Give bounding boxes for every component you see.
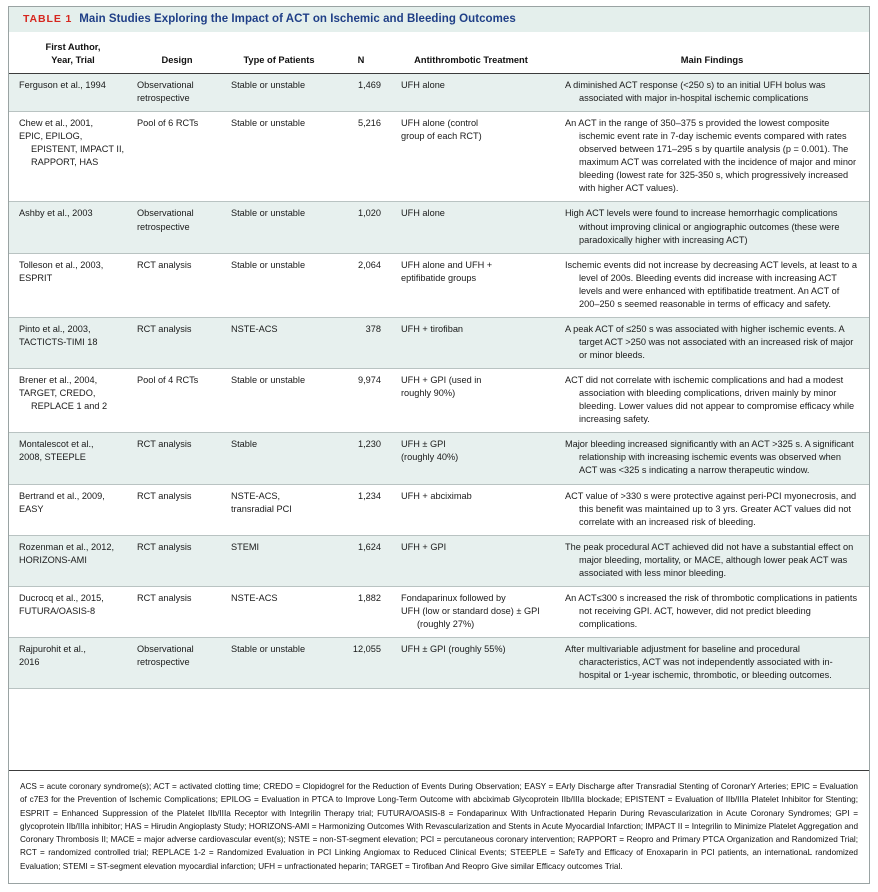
cell-treatment-primary: UFH alone and UFH +	[401, 259, 493, 270]
cell-author-secondary: EASY	[19, 503, 44, 514]
cell-author-secondary: 2016	[19, 657, 40, 668]
cell-treatment-primary: UFH alone	[401, 79, 445, 90]
cell-treatment	[387, 374, 555, 426]
cell-author	[9, 592, 131, 631]
cell-findings	[555, 79, 869, 105]
cell-patients-primary: NSTE-ACS,	[231, 490, 281, 501]
table-row	[9, 254, 869, 318]
cell-treatment-secondary: group of each RCT)	[401, 131, 482, 142]
cell-treatment-primary: UFH + abciximab	[401, 490, 472, 501]
cell-author	[9, 117, 131, 195]
cell-author	[9, 374, 131, 426]
column-header-patients-label: Type of Patients	[243, 55, 315, 66]
cell-findings-text: An ACT in the range of 350–375 s provided the lowest composite ischemic event rate in 7-day ischemic events compared with rates observed between 171–295 s by quartile analysis (p = 0.001). The maximum ACT was correlated with the incidence of major and minor bleeding (lowest rate for 325-350 s, which progressively increased with higher ACT values).	[565, 118, 857, 194]
cell-findings	[555, 592, 869, 631]
cell-n	[335, 541, 387, 580]
cell-design	[131, 117, 223, 195]
cell-design-primary: RCT analysis	[137, 323, 192, 334]
cell-design-primary: RCT analysis	[137, 439, 192, 450]
table-row	[9, 638, 869, 689]
cell-design-secondary: retrospective	[137, 221, 190, 232]
cell-patients	[223, 490, 335, 529]
cell-treatment	[387, 259, 555, 311]
cell-findings-text: High ACT levels were found to increase hemorrhagic complications without improving clinical or angiographic outcomes (these were paradoxically higher with increasing ACT)	[565, 208, 840, 245]
cell-findings-text: Ischemic events did not increase by decreasing ACT levels, at least to a level of 200s. Bleeding events did increase with increasing ACT levels and were enhanced with eptifibatide treatment. An ACT of 200–250 s seemed reasonable in terms of efficacy and safety.	[565, 259, 857, 309]
table-title-band	[9, 7, 869, 33]
cell-n-primary: 1,234	[358, 490, 381, 501]
cell-n	[335, 643, 387, 682]
table-row	[9, 318, 869, 369]
table-footnote: ACS = acute coronary syndrome(s); ACT = activated clotting time; CREDO = Clopidogrel for the Reduction of Events During Observation; EASY = EArly Discharge after Transradial Stenting of CoronarY Arteries; EPIC = Evaluation of c7E3 for the Prevention of Ischemic Complications; EPILOG = Evaluation in PTCA to Improve Long-Term Outcome with abciximab Glycoprotein IIb/IIIa blockade; EPISTENT = Evaluation of IIb/IIIa Platelet Inhibitor for Stenting; ESPRIT = Enhanced Suppression of the Platelet IIb/IIIa Receptor with Integrilin Therapy trial; FUTURA/OASIS-8 = Fondaparinux With Unfractionated Heparin During Revascularization in Acute Coronary Syndromes; GPI = glycoprotein IIb/IIIa inhibitor; HAS = Hirudin Angioplasty Study; HORIZONS-AMI = Harmonizing Outcomes With Revascularization and Stents in Acute Myocardial Infarction; IMPACT II = Integrilin to Minimize Platelet Aggregation and Coronary Thrombosis II; MACE = major adverse cardiovascular event(s); NSTE = non-ST-segment elevation; PCI = percutaneous coronary intervention; RAPPORT = Reopro and Primary PTCA Organization and Randomized Trial; RCT = randomized controlled trial; REPLACE 1-2 = Randomized Evaluation in PCI Linking Angiomax to Reduced Clinical Events; STEEPLE = SafeTy and Efficacy of Enoxaparin in PCI patients, an internationaL randomized Evaluation; STEMI = ST-segment elevation myocardial infarction; UFH = unfractionated heparin; TARGET = Tirofiban And Reopro Give similar Efficacy outcomes Trial.	[9, 770, 869, 883]
cell-patients	[223, 374, 335, 426]
cell-n-primary: 5,216	[358, 118, 381, 129]
cell-n	[335, 207, 387, 246]
column-header-n	[335, 41, 387, 68]
cell-findings-text: An ACT≤300 s increased the risk of thrombotic complications in patients not receiving GPI. ACT, however, did not predict bleeding complications.	[565, 592, 858, 629]
cell-author-secondary: HORIZONS-AMI	[19, 554, 87, 565]
column-header-author-line2: Year, Trial	[51, 55, 95, 66]
cell-treatment	[387, 541, 555, 580]
cell-design	[131, 207, 223, 246]
cell-findings-text: The peak procedural ACT achieved did not have a substantial effect on major bleeding, mortality, or MACE, although lower peak ACT was associated with less minor bleeding.	[565, 541, 854, 578]
column-header-design-label: Design	[161, 55, 193, 66]
cell-treatment-primary: UFH ± GPI (roughly 55%)	[401, 644, 506, 655]
cell-patients	[223, 323, 335, 362]
cell-patients-primary: Stable or unstable	[231, 375, 306, 386]
cell-author-secondary: TARGET, CREDO, REPLACE 1 and 2	[19, 388, 108, 412]
cell-treatment	[387, 323, 555, 362]
cell-patients	[223, 643, 335, 682]
cell-design-primary: RCT analysis	[137, 490, 192, 501]
cell-treatment-secondary: eptifibatide groups	[401, 272, 477, 283]
table-body	[9, 74, 869, 770]
cell-findings-text: ACT value of >330 s were protective against peri-PCI myonecrosis, and this benefit was maintained up to 3 yrs. Greater ACT values did not correlate with an increased risk of bleeding.	[565, 490, 857, 527]
cell-author-primary: Bertrand et al., 2009,	[19, 490, 105, 501]
cell-treatment	[387, 79, 555, 105]
cell-author-primary: Rozenman et al., 2012,	[19, 541, 114, 552]
cell-n-primary: 378	[365, 323, 381, 334]
cell-n	[335, 490, 387, 529]
cell-design-primary: Observational	[137, 208, 194, 219]
cell-patients-primary: NSTE-ACS	[231, 323, 278, 334]
cell-findings	[555, 259, 869, 311]
cell-patients-primary: Stable or unstable	[231, 644, 306, 655]
cell-n	[335, 438, 387, 477]
table-row	[9, 202, 869, 253]
cell-patients	[223, 438, 335, 477]
cell-n	[335, 592, 387, 631]
cell-n	[335, 323, 387, 362]
column-header-patients	[223, 41, 335, 68]
table-frame	[8, 6, 870, 884]
cell-design-primary: Pool of 6 RCTs	[137, 118, 199, 129]
cell-design	[131, 323, 223, 362]
cell-patients	[223, 592, 335, 631]
cell-patients	[223, 117, 335, 195]
cell-n-primary: 9,974	[358, 375, 381, 386]
cell-author-primary: Ashby et al., 2003	[19, 208, 93, 219]
cell-findings-text: Major bleeding increased significantly with an ACT >325 s. A significant relationship with increasing ischemic events was observed when ACT was <325 s indicating a narrow therapeutic window.	[565, 439, 854, 476]
column-header-findings-label: Main Findings	[680, 55, 744, 66]
cell-author-primary: Ducrocq et al., 2015,	[19, 592, 104, 603]
cell-findings	[555, 323, 869, 362]
cell-patients-primary: Stable	[231, 439, 258, 450]
cell-treatment-primary: UFH + GPI	[401, 541, 447, 552]
cell-treatment-primary: UFH + GPI (used in	[401, 375, 482, 386]
cell-patients-primary: NSTE-ACS	[231, 592, 278, 603]
cell-design	[131, 374, 223, 426]
cell-findings	[555, 541, 869, 580]
column-header-treatment-label: Antithrombotic Treatment	[414, 55, 528, 66]
cell-author-secondary: ESPRIT	[19, 272, 53, 283]
cell-design	[131, 643, 223, 682]
cell-n-primary: 1,469	[358, 79, 381, 90]
cell-n	[335, 117, 387, 195]
cell-treatment	[387, 490, 555, 529]
cell-author-secondary: TACTICTS-TIMI 18	[19, 336, 98, 347]
cell-author-primary: Tolleson et al., 2003,	[19, 259, 104, 270]
cell-treatment-secondary: roughly 90%)	[401, 388, 456, 399]
table-row	[9, 433, 869, 484]
cell-findings-text: A peak ACT of ≤250 s was associated with higher ischemic events. A target ACT >250 was not associated with an increased risk of major or minor bleeds.	[565, 323, 854, 360]
cell-patients-primary: Stable or unstable	[231, 118, 306, 129]
cell-author-primary: Ferguson et al., 1994	[19, 79, 106, 90]
cell-patients-primary: Stable or unstable	[231, 79, 306, 90]
cell-findings-text: ACT did not correlate with ischemic complications and had a modest association with bleeding complications, driven mainly by minor bleeding. Lower values did not appear to compromise efficacy while increasing safety.	[565, 375, 855, 425]
table-column-header	[9, 33, 869, 74]
cell-design-primary: Observational	[137, 79, 194, 90]
cell-author	[9, 541, 131, 580]
cell-n-primary: 1,020	[358, 208, 381, 219]
cell-patients	[223, 79, 335, 105]
cell-author-secondary: FUTURA/OASIS-8	[19, 605, 96, 616]
cell-patients-primary: Stable or unstable	[231, 208, 306, 219]
cell-findings	[555, 207, 869, 246]
cell-patients-primary: STEMI	[231, 541, 260, 552]
cell-design	[131, 541, 223, 580]
cell-treatment	[387, 438, 555, 477]
table-row	[9, 587, 869, 638]
cell-patients	[223, 259, 335, 311]
cell-n-primary: 12,055	[352, 644, 381, 655]
cell-author-primary: Pinto et al., 2003,	[19, 323, 91, 334]
cell-design	[131, 592, 223, 631]
cell-treatment-secondary: UFH (low or standard dose) ± GPI (roughly 27%)	[401, 605, 540, 629]
column-header-author	[9, 41, 131, 68]
cell-n-primary: 2,064	[358, 259, 381, 270]
cell-treatment	[387, 207, 555, 246]
cell-design-secondary: retrospective	[137, 657, 190, 668]
cell-n	[335, 374, 387, 426]
cell-treatment-secondary: (roughly 40%)	[401, 452, 459, 463]
cell-author-primary: Chew et al., 2001,	[19, 118, 94, 129]
cell-design-primary: RCT analysis	[137, 592, 192, 603]
cell-treatment	[387, 117, 555, 195]
cell-n-primary: 1,624	[358, 541, 381, 552]
cell-treatment-primary: UFH alone	[401, 208, 445, 219]
table-row	[9, 485, 869, 536]
table-number-label: TABLE 1	[23, 13, 73, 25]
cell-author-secondary: 2008, STEEPLE	[19, 452, 86, 463]
cell-design-primary: RCT analysis	[137, 541, 192, 552]
cell-design-primary: Observational	[137, 644, 194, 655]
cell-design-primary: Pool of 4 RCTs	[137, 375, 199, 386]
cell-treatment	[387, 592, 555, 631]
table-title: Main Studies Exploring the Impact of ACT on Ischemic and Bleeding Outcomes	[79, 13, 516, 25]
table-row	[9, 112, 869, 202]
cell-n	[335, 79, 387, 105]
column-header-design	[131, 41, 223, 68]
cell-n-primary: 1,882	[358, 592, 381, 603]
cell-findings	[555, 490, 869, 529]
cell-findings-text: A diminished ACT response (<250 s) to an initial UFH bolus was associated with major in-hospital ischemic complications	[565, 79, 826, 103]
cell-findings-text: After multivariable adjustment for baseline and procedural characteristics, ACT was not independently associated with in-hospital or 1-year ischemic, thrombotic, or bleeding outcomes.	[565, 644, 833, 681]
cell-findings	[555, 374, 869, 426]
table-row	[9, 74, 869, 112]
cell-n	[335, 259, 387, 311]
cell-author-primary: Brener et al., 2004,	[19, 375, 98, 386]
cell-author-primary: Montalescot et al.,	[19, 439, 94, 450]
cell-treatment	[387, 643, 555, 682]
cell-findings	[555, 117, 869, 195]
cell-patients-secondary: transradial PCI	[231, 503, 292, 514]
table-row	[9, 536, 869, 587]
cell-treatment-primary: Fondaparinux followed by	[401, 592, 506, 603]
column-header-author-line1: First Author,	[45, 42, 101, 52]
cell-design	[131, 259, 223, 311]
cell-treatment-primary: UFH alone (control	[401, 118, 479, 129]
cell-treatment-primary: UFH + tirofiban	[401, 323, 464, 334]
cell-patients-primary: Stable or unstable	[231, 259, 306, 270]
column-header-n-label: N	[357, 55, 365, 66]
cell-design	[131, 438, 223, 477]
cell-patients	[223, 207, 335, 246]
cell-author	[9, 323, 131, 362]
cell-findings	[555, 643, 869, 682]
cell-design	[131, 490, 223, 529]
cell-author	[9, 79, 131, 105]
cell-author	[9, 490, 131, 529]
cell-treatment-primary: UFH ± GPI	[401, 439, 446, 450]
column-header-findings	[555, 41, 869, 68]
cell-design-secondary: retrospective	[137, 93, 190, 103]
cell-findings	[555, 438, 869, 477]
cell-author-secondary: EPIC, EPILOG, EPISTENT, IMPACT II, RAPPORT, HAS	[19, 131, 125, 168]
cell-author	[9, 438, 131, 477]
table-row	[9, 369, 869, 433]
column-header-treatment	[387, 41, 555, 68]
cell-author	[9, 643, 131, 682]
cell-n-primary: 1,230	[358, 439, 381, 450]
cell-author	[9, 259, 131, 311]
cell-patients	[223, 541, 335, 580]
cell-author-primary: Rajpurohit et al.,	[19, 644, 86, 655]
cell-author	[9, 207, 131, 246]
cell-design-primary: RCT analysis	[137, 259, 192, 270]
cell-design	[131, 79, 223, 105]
